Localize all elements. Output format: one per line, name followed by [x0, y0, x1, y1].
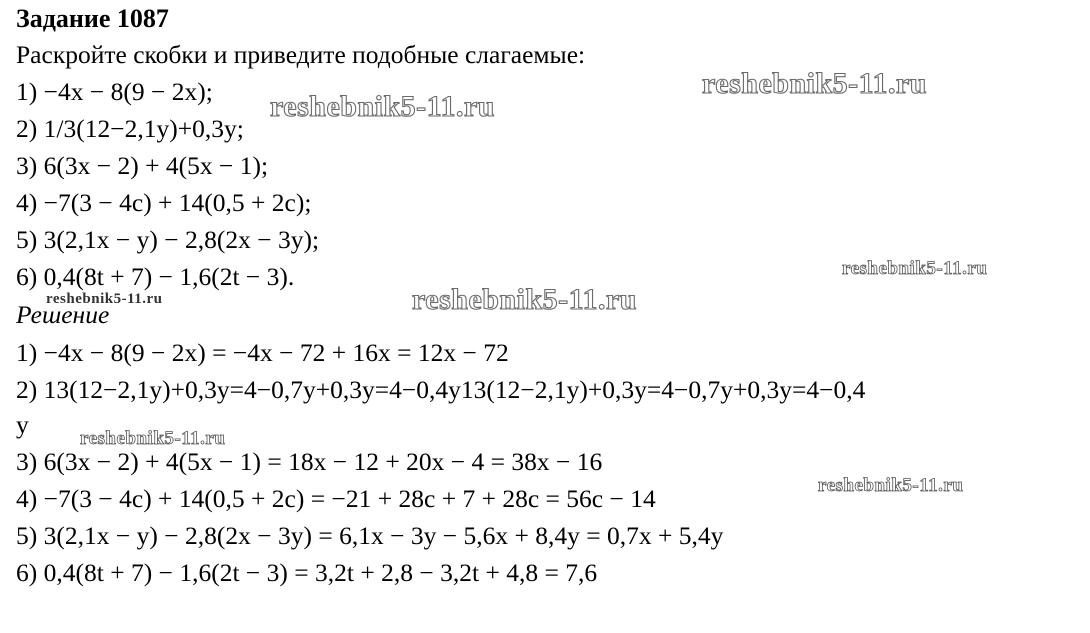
watermark: reshebnik5-11.ru — [818, 475, 964, 496]
solution-heading: Решение — [16, 300, 110, 329]
watermark: reshebnik5-11.ru — [842, 258, 988, 279]
solution-line: 2) 13(12−2,1y)+0,3y=4−0,7y+0,3y=4−0,4y13(12−2,1y)+0,3y=4−0,7y+0,3y=4−0,4 — [16, 375, 866, 404]
watermark: reshebnik5-11.ru — [702, 67, 927, 100]
solution-line: 6) 0,4(8t + 7) − 1,6(2t − 3) = 3,2t + 2,8 − 3,2t + 4,8 = 7,6 — [16, 558, 598, 587]
watermark: reshebnik5-11.ru — [80, 428, 226, 449]
watermark: reshebnik5-11.ru — [412, 283, 637, 316]
solution-line: 5) 3(2,1x − y) − 2,8(2x − 3y) = 6,1x − 3y − 5,6x + 8,4y = 0,7x + 5,4y — [16, 521, 724, 550]
task-title: Задание 1087 — [16, 4, 169, 33]
watermark: reshebnik5-11.ru — [270, 90, 495, 123]
solution-line: 1) −4x − 8(9 − 2x) = −4x − 72 + 16x = 12x − 72 — [16, 338, 509, 367]
solution-line: 3) 6(3x − 2) + 4(5x − 1) = 18x − 12 + 20x − 4 = 38x − 16 — [16, 447, 603, 476]
solution-line: y — [16, 410, 29, 439]
task-item: 2) 1/3(12−2,1y)+0,3y; — [16, 114, 244, 143]
task-instruction: Раскройте скобки и приведите подобные слагаемые: — [16, 40, 586, 69]
task-item: 4) −7(3 − 4c) + 14(0,5 + 2c); — [16, 188, 312, 217]
watermark: reshebnik5-11.ru — [46, 291, 163, 307]
task-item: 1) −4x − 8(9 − 2x); — [16, 77, 213, 106]
solution-line: 4) −7(3 − 4c) + 14(0,5 + 2c) = −21 + 28c + 7 + 28c = 56c − 14 — [16, 484, 656, 513]
task-item: 5) 3(2,1x − y) − 2,8(2x − 3y); — [16, 225, 320, 254]
task-item: 6) 0,4(8t + 7) − 1,6(2t − 3). — [16, 262, 295, 291]
task-item: 3) 6(3x − 2) + 4(5x − 1); — [16, 151, 269, 180]
